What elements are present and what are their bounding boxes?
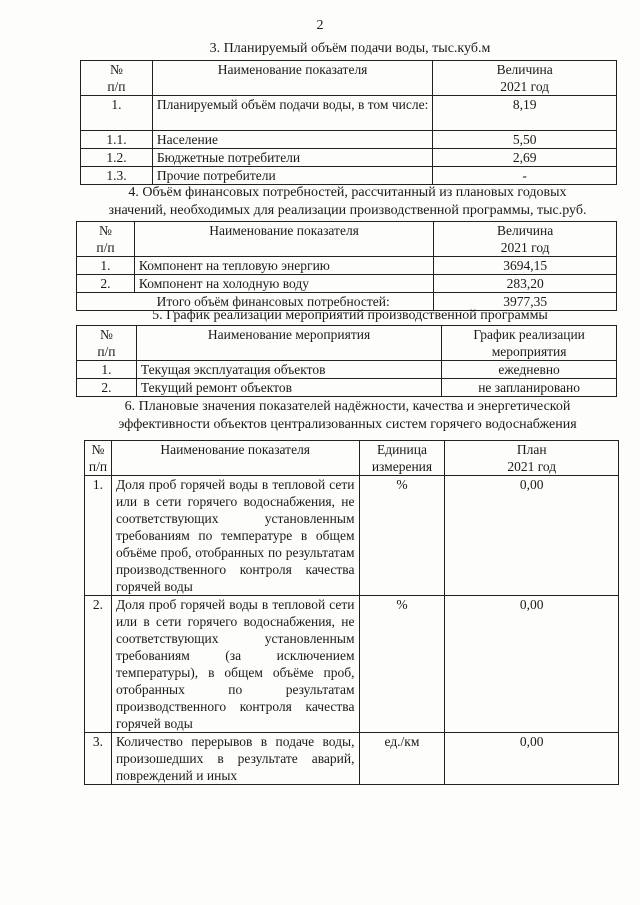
row-number: 1. [85, 476, 112, 596]
section-5-title: 5. График реализации мероприятий производственной программы [152, 308, 548, 323]
header-number: № п/п [81, 61, 153, 96]
financial-needs-table [76, 221, 617, 311]
table-header-row [77, 326, 617, 361]
row-name: Текущий ремонт объектов [136, 379, 441, 397]
row-name: Доля проб горячей воды в тепловой сети или в сети горячего водоснабжения, не соответствующих установленным требованиям по температуре в общем объёме проб, отобранных по результатам производственного контроля качества горячей воды [111, 476, 359, 596]
page-number: 2 [316, 18, 324, 33]
row-value: 0,00 [445, 596, 619, 733]
header-value: План 2021 год [445, 441, 619, 476]
row-value: 3694,15 [434, 257, 617, 275]
row-value: 5,50 [433, 131, 617, 149]
table-row [85, 733, 619, 785]
table-row [81, 96, 617, 131]
row-number: 1.3. [81, 167, 153, 185]
table-row [81, 131, 617, 149]
row-unit: ед./км [359, 733, 445, 785]
planned-volume-table [80, 60, 617, 185]
header-number: № п/п [77, 222, 135, 257]
row-number: 1.1. [81, 131, 153, 149]
row-number: 2. [77, 379, 137, 397]
header-value: Величина 2021 год [434, 222, 617, 257]
row-value: 283,20 [434, 275, 617, 293]
row-number: 2. [77, 275, 135, 293]
total-label: Итого объём финансовых потребностей: [77, 293, 434, 311]
table-row [77, 257, 617, 275]
row-name: Количество перерывов в подаче воды, произошедших в результате аварий, повреждений и иных [111, 733, 359, 785]
header-value: График реализации мероприятия [442, 326, 617, 361]
section-4-title-line-1: 4. Объём финансовых потребностей, рассчитанный из плановых годовых [128, 185, 567, 200]
table-row [85, 476, 619, 596]
header-number: № п/п [77, 326, 137, 361]
total-value: 3977,35 [434, 293, 617, 311]
row-name: Прочие потребители [152, 167, 432, 185]
row-value: 0,00 [445, 733, 619, 785]
row-number: 1. [81, 96, 153, 131]
row-name: Компонент на холодную воду [134, 275, 433, 293]
row-value: ежедневно [442, 361, 617, 379]
row-unit: % [359, 476, 445, 596]
header-number: № п/п [85, 441, 112, 476]
row-name: Доля проб горячей воды в тепловой сети или в сети горячего водоснабжения, не соответствующих установленным требованиям (за исключением температуры), в общем объёме проб, отобранных по результатам производственного контроля качества горячей воды [111, 596, 359, 733]
table-row [81, 167, 617, 185]
schedule-table [76, 325, 617, 397]
table-row [77, 361, 617, 379]
row-name: Население [152, 131, 432, 149]
reliability-indicators-table [84, 440, 619, 785]
row-value: 8,19 [433, 96, 617, 131]
table-header-row [85, 441, 619, 476]
row-number: 1.2. [81, 149, 153, 167]
section-3-title: 3. Планируемый объём подачи воды, тыс.куб.м [209, 41, 491, 56]
row-name: Компонент на тепловую энергию [134, 257, 433, 275]
row-number: 1. [77, 361, 137, 379]
header-value: Величина 2021 год [433, 61, 617, 96]
row-name: Планируемый объём подачи воды, в том числе: [152, 96, 432, 131]
row-name: Бюджетные потребители [152, 149, 432, 167]
row-number: 3. [85, 733, 112, 785]
row-unit: % [359, 596, 445, 733]
row-value: 0,00 [445, 476, 619, 596]
header-name: Наименование мероприятия [136, 326, 441, 361]
header-name: Наименование показателя [134, 222, 433, 257]
header-name: Наименование показателя [111, 441, 359, 476]
table-row [77, 275, 617, 293]
row-value: 2,69 [433, 149, 617, 167]
header-unit: Единица измерения [359, 441, 445, 476]
table-header-row [77, 222, 617, 257]
section-6-title-line-2: эффективности объектов централизованных систем горячего водоснабжения [118, 417, 577, 432]
table-row [81, 149, 617, 167]
table-row [85, 596, 619, 733]
row-number: 1. [77, 257, 135, 275]
header-name: Наименование показателя [152, 61, 432, 96]
table-header-row [81, 61, 617, 96]
row-number: 2. [85, 596, 112, 733]
row-name: Текущая эксплуатация объектов [136, 361, 441, 379]
section-4-title-line-2: значений, необходимых для реализации производственной программы, тыс.руб. [108, 203, 587, 218]
table-row [77, 379, 617, 397]
row-value: - [433, 167, 617, 185]
section-6-title-line-1: 6. Плановые значения показателей надёжности, качества и энергетической [124, 399, 571, 414]
row-value: не запланировано [442, 379, 617, 397]
